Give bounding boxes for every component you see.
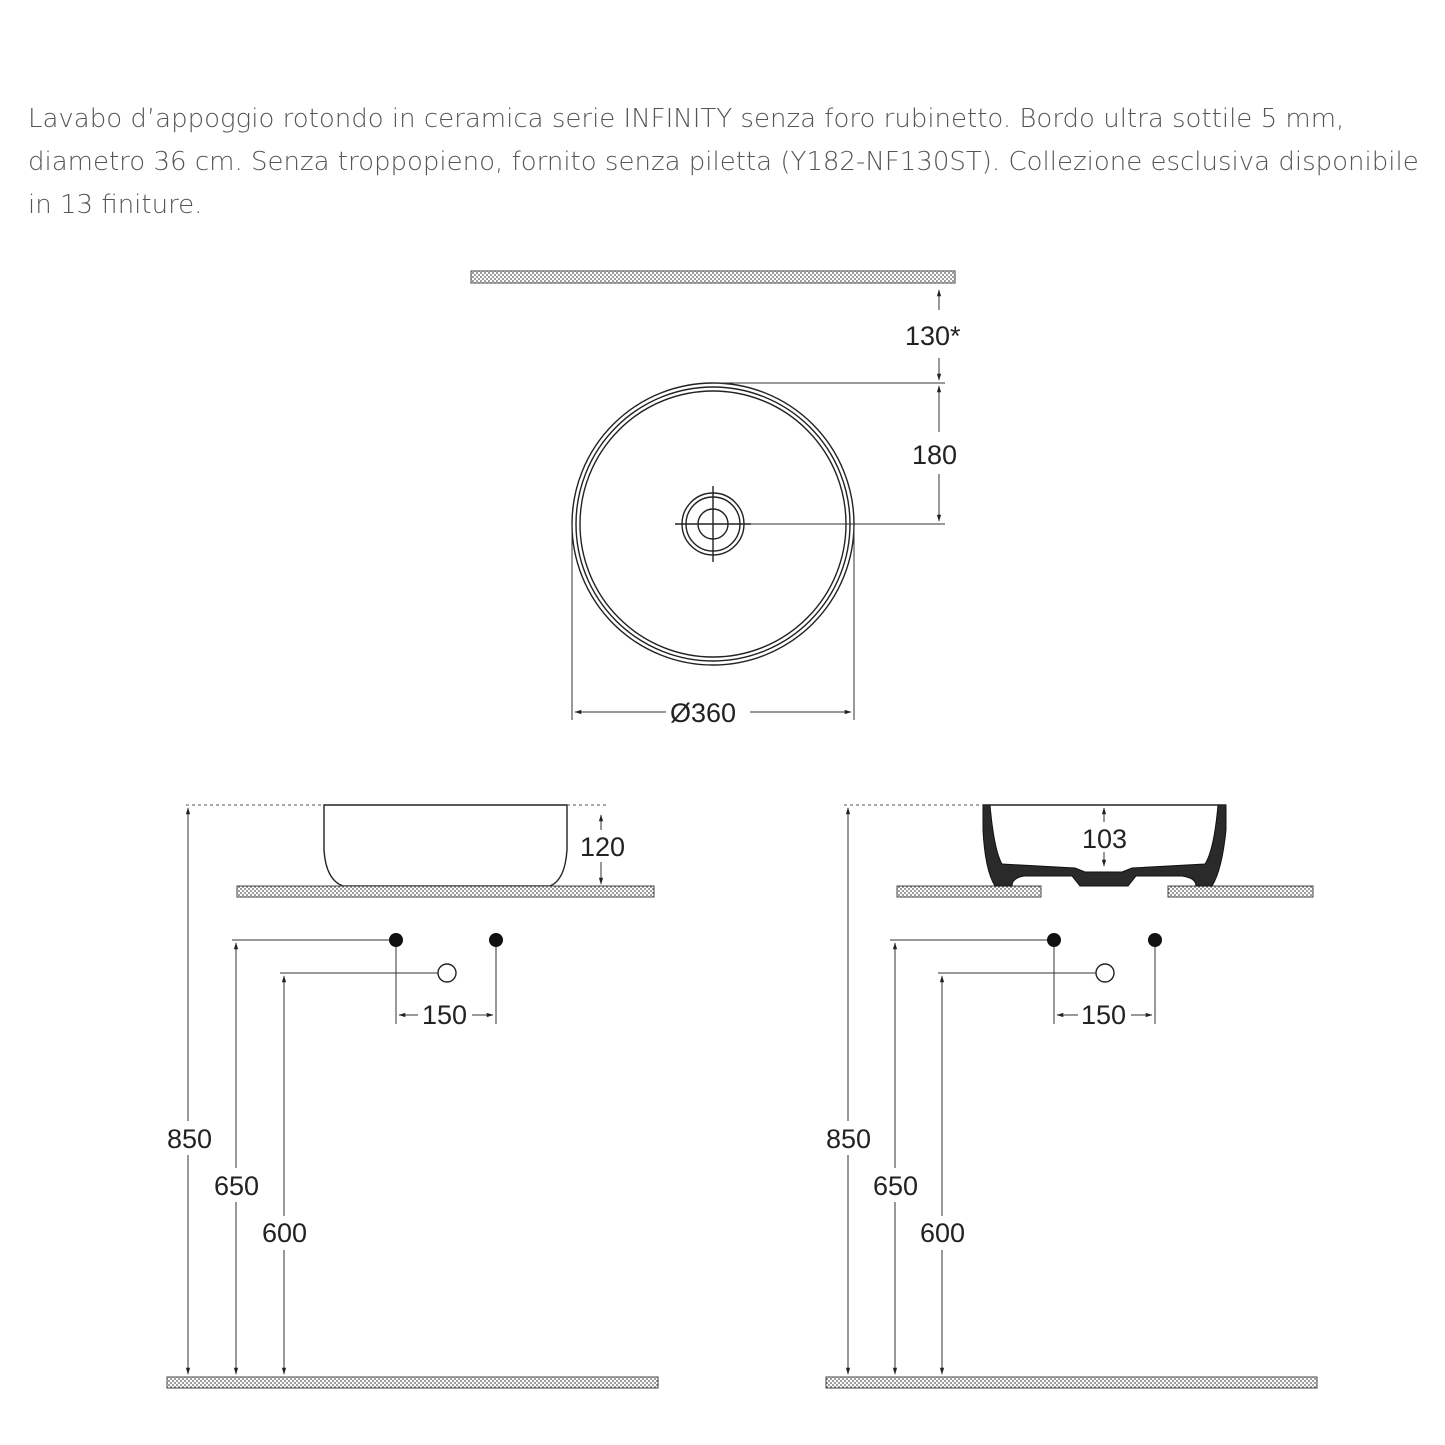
- plan-view: [471, 271, 961, 728]
- countertop-hatch-left: [897, 886, 1041, 897]
- countertop-hatch-right: [1168, 886, 1313, 897]
- product-description: Lavabo d’appoggio rotondo in ceramica serie INFINITY senza foro rubinetto. Bordo ultra sottile 5 mm, diametro 36 cm. Senza troppopieno, fornito senza piletta (Y182-NF130ST). Collezione esclusiva disponibile in 13 finiture.: [28, 104, 1419, 220]
- dim-tap-spacing: 150: [1081, 1000, 1127, 1030]
- dim-wall-distance: 130*: [905, 321, 961, 351]
- floor-hatch: [826, 1377, 1317, 1388]
- waste-outlet: [438, 964, 456, 982]
- dim-drain-offset: 180: [912, 440, 958, 470]
- floor-hatch: [167, 1377, 658, 1388]
- supply-point-left: [389, 933, 403, 947]
- dim-waste-height: 600: [920, 1218, 966, 1248]
- dim-diameter: Ø360: [670, 698, 737, 728]
- waste-outlet: [1096, 964, 1114, 982]
- supply-point-right: [1148, 933, 1162, 947]
- dim-inner-depth: 103: [1082, 824, 1128, 854]
- side-view-left: [167, 805, 658, 1388]
- drain-icon: [675, 486, 751, 562]
- basin-side-profile: [324, 805, 567, 886]
- countertop-hatch: [237, 886, 654, 897]
- dim-tap-spacing: 150: [422, 1000, 468, 1030]
- dim-supply-height: 650: [214, 1171, 260, 1201]
- dim-basin-height: 120: [580, 832, 626, 862]
- dim-total-height: 850: [167, 1124, 213, 1154]
- dim-waste-height: 600: [262, 1218, 308, 1248]
- supply-point-left: [1047, 933, 1061, 947]
- dim-supply-height: 650: [873, 1171, 919, 1201]
- dim-total-height: 850: [826, 1124, 872, 1154]
- supply-point-right: [489, 933, 503, 947]
- side-view-right: [826, 805, 1317, 1388]
- wall-hatch: [471, 271, 955, 283]
